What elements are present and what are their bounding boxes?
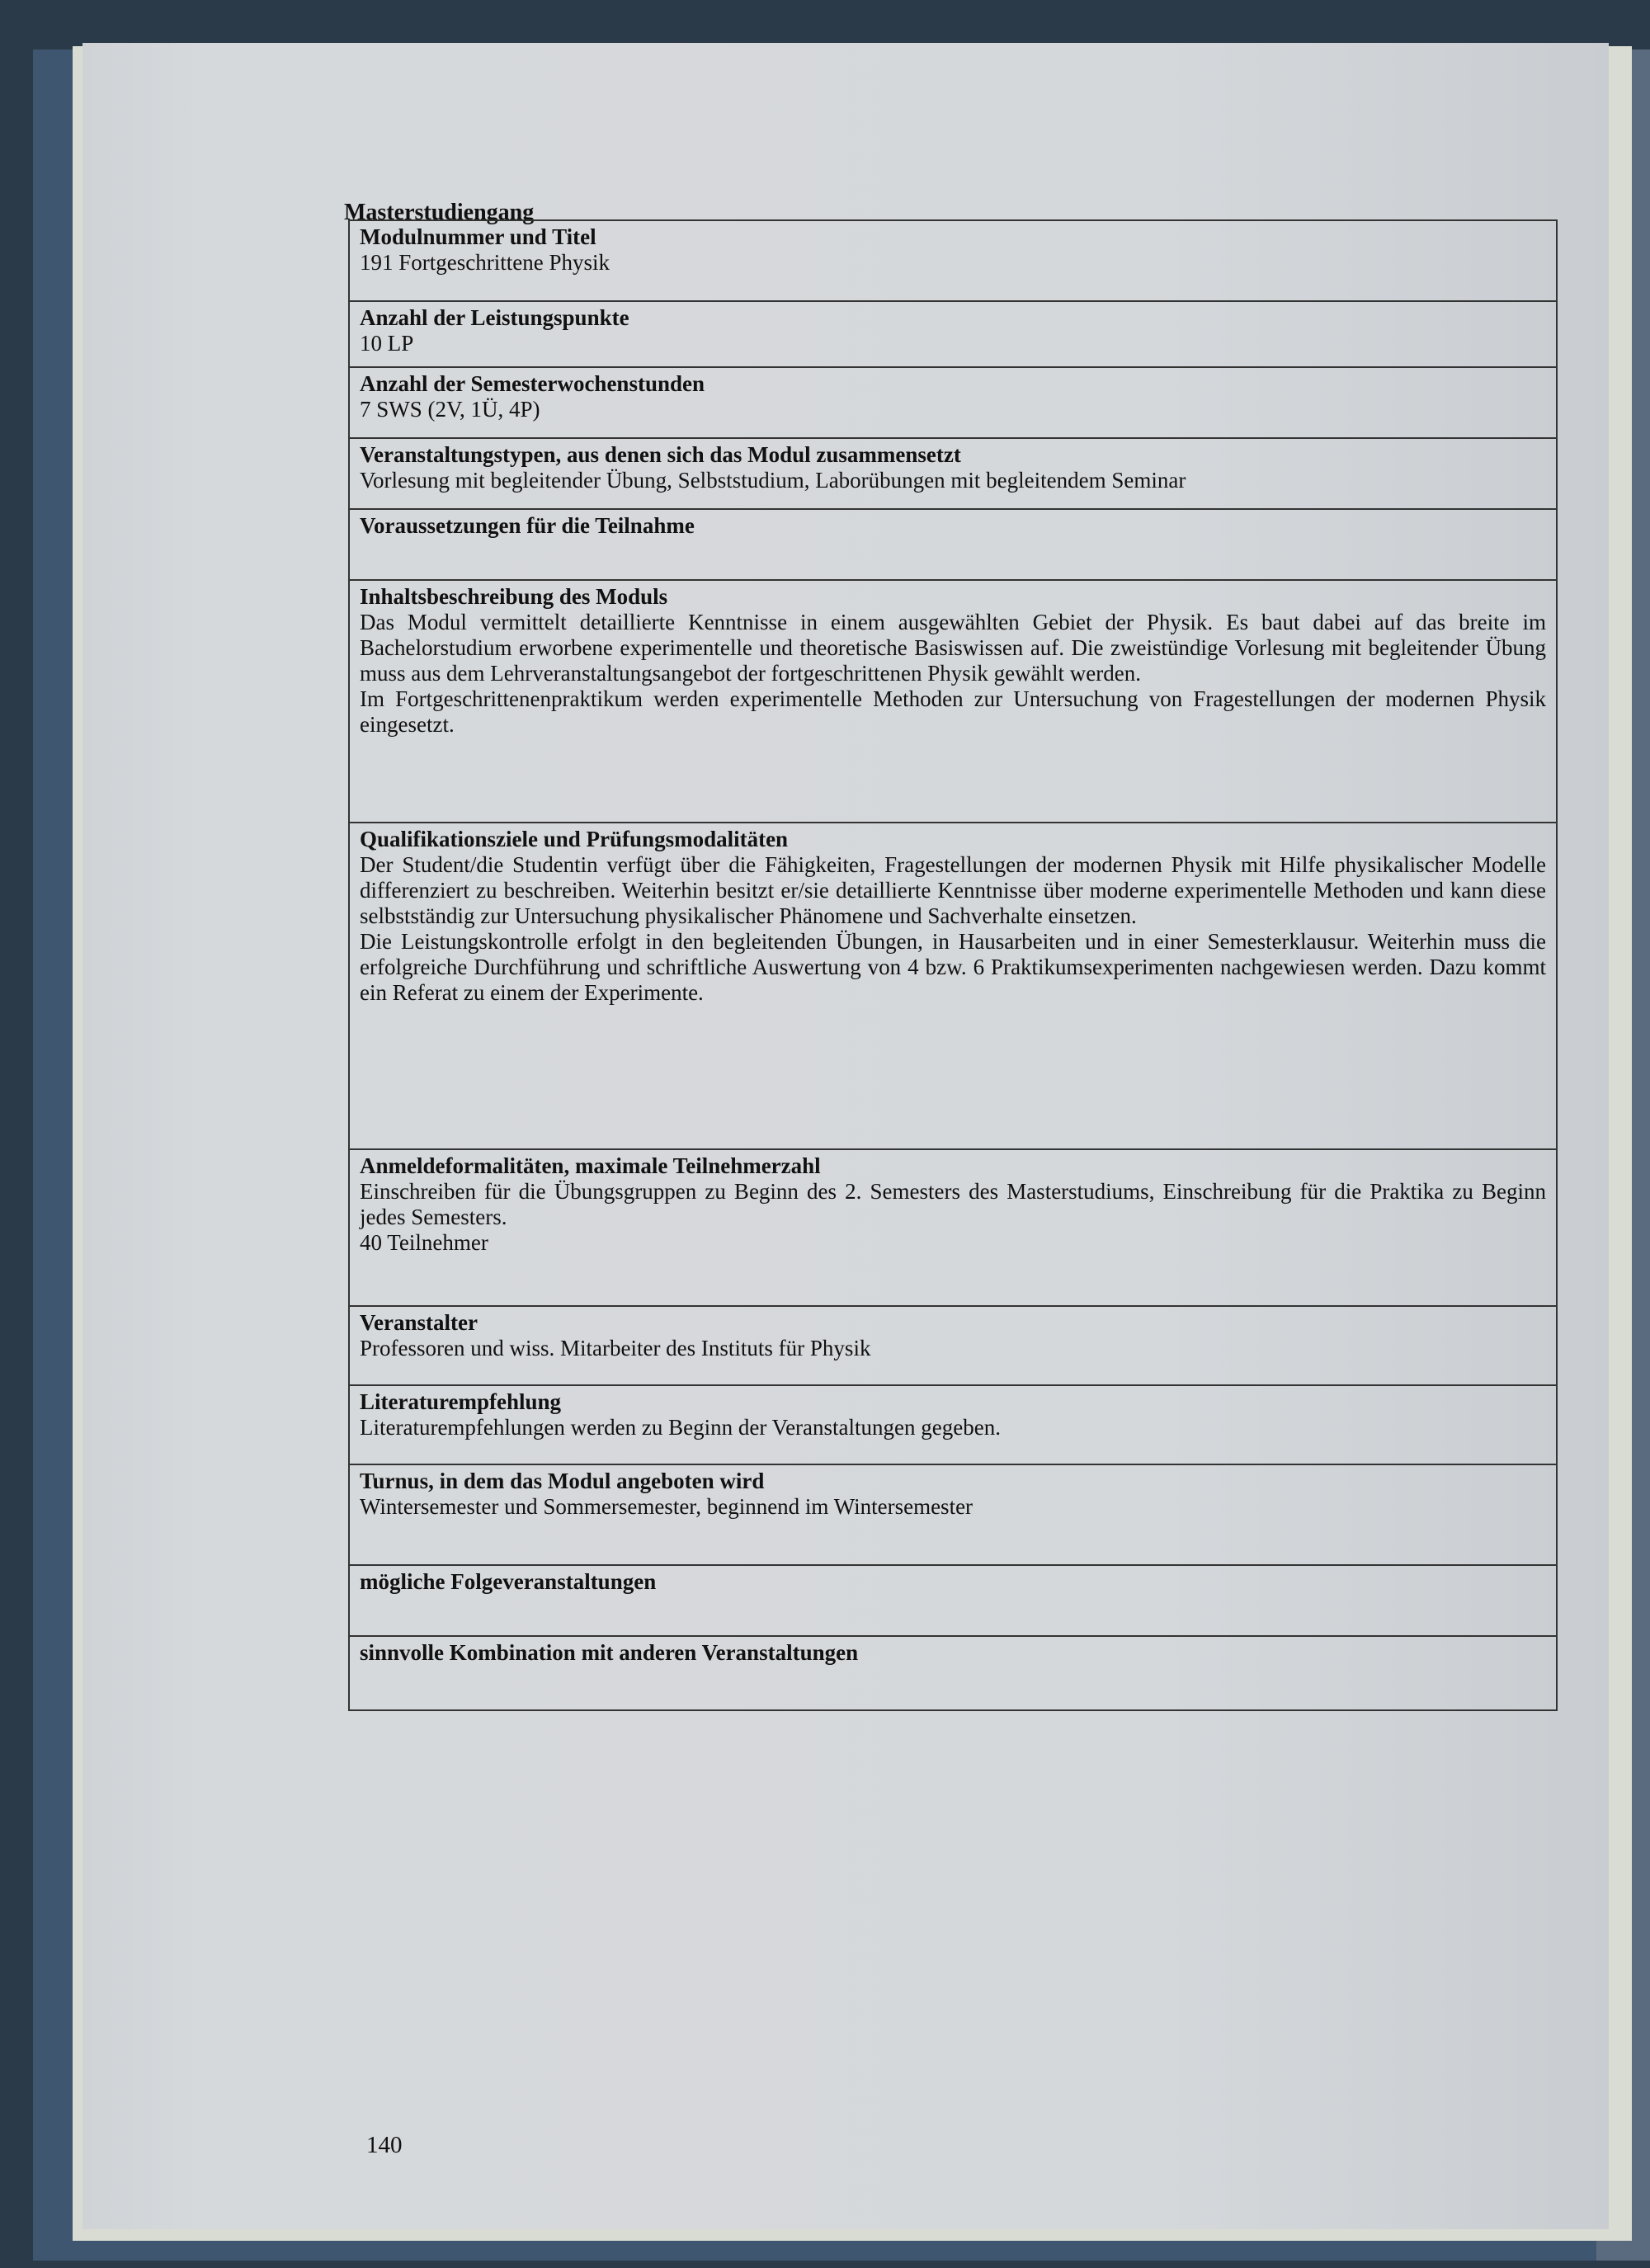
- row-value: Vorlesung mit begleitender Übung, Selbststudium, Laborübungen mit begleitendem Seminar: [360, 468, 1186, 493]
- row-value: 10 LP: [360, 331, 414, 356]
- row-content: [350, 579, 1556, 822]
- row-value: Wintersemester und Sommersemester, beginnend im Wintersemester: [360, 1494, 974, 1519]
- row-credit-points: [350, 300, 1556, 366]
- row-module-title: [350, 221, 1556, 300]
- row-label: Modulnummer und Titel: [360, 224, 596, 249]
- row-label: Anzahl der Semesterwochenstunden: [360, 371, 705, 396]
- module-table: [348, 219, 1558, 1711]
- row-semester-hours: [350, 366, 1556, 437]
- row-value: 191 Fortgeschrittene Physik: [360, 250, 610, 275]
- row-label: Literaturempfehlung: [360, 1389, 561, 1414]
- row-combination: [350, 1635, 1556, 1709]
- row-label: Veranstalter: [360, 1310, 478, 1335]
- row-course-types: [350, 437, 1556, 508]
- row-prerequisites: [350, 508, 1556, 579]
- row-label: Anmeldeformalitäten, maximale Teilnehmerzahl: [360, 1153, 821, 1178]
- row-organizer: [350, 1305, 1556, 1384]
- row-label: Anzahl der Leistungspunkte: [360, 305, 629, 330]
- row-label: sinnvolle Kombination mit anderen Veranstaltungen: [360, 1640, 859, 1665]
- row-qualification: [350, 822, 1556, 1148]
- row-label: mögliche Folgeveranstaltungen: [360, 1569, 657, 1594]
- row-value: Professoren und wiss. Mitarbeiter des Instituts für Physik: [360, 1336, 871, 1360]
- row-value: Literaturempfehlungen werden zu Beginn der Veranstaltungen gegeben.: [360, 1415, 1001, 1440]
- row-literature: [350, 1384, 1556, 1464]
- row-follow-up: [350, 1564, 1556, 1635]
- row-label: Inhaltsbeschreibung des Moduls: [360, 584, 668, 609]
- row-label: Voraussetzungen für die Teilnahme: [360, 513, 695, 538]
- row-rotation: [350, 1464, 1556, 1564]
- row-label: Veranstaltungstypen, aus denen sich das Modul zusammensetzt: [360, 442, 961, 467]
- row-value: Das Modul vermittelt detaillierte Kenntnisse in einem ausgewählten Gebiet der Physik. Es baut dabei auf das breite im Bachelorstudium erworbene experimentelle und theoretische Basiswissen auf. Die zweistündige Vorlesung mit begleitender Übung muss aus dem Lehrveranstaltungsangebot der fortgeschrittenen Physik gewählt werden. Im Fortgeschrittenenpraktikum werden experimentelle Methoden zur Untersuchung von Fragestellungen der modernen Physik eingesetzt.: [360, 610, 1546, 737]
- row-value: Der Student/die Studentin verfügt über die Fähigkeiten, Fragestellungen der modernen Physik mit Hilfe physikalischer Modelle differenziert zu beschreiben. Weiterhin besitzt er/sie detaillierte Kenntnisse über moderne experimentelle Methoden und kann diese selbstständig zur Untersuchung physikalischer Phänomene und Sachverhalte einsetzen. Die Leistungskontrolle erfolgt in den begleitenden Übungen, in Hausarbeiten und in einer Semesterklausur. Weiterhin muss die erfolgreiche Durchführung und schriftliche Auswertung von 4 bzw. 6 Praktikumsexperimenten nachgewiesen werden. Dazu kommt ein Referat zu einem der Experimente.: [360, 852, 1546, 1005]
- page-number: 140: [366, 2132, 403, 2158]
- page-heading: Masterstudiengang: [344, 200, 535, 225]
- row-registration: [350, 1148, 1556, 1305]
- row-label: Qualifikationsziele und Prüfungsmodalitäten: [360, 827, 789, 851]
- row-label: Turnus, in dem das Modul angeboten wird: [360, 1469, 765, 1493]
- row-value: 7 SWS (2V, 1Ü, 4P): [360, 397, 540, 422]
- row-value: Einschreiben für die Übungsgruppen zu Beginn des 2. Semesters des Masterstudiums, Einschreibung für die Praktika zu Beginn jedes Semesters. 40 Teilnehmer: [360, 1179, 1546, 1255]
